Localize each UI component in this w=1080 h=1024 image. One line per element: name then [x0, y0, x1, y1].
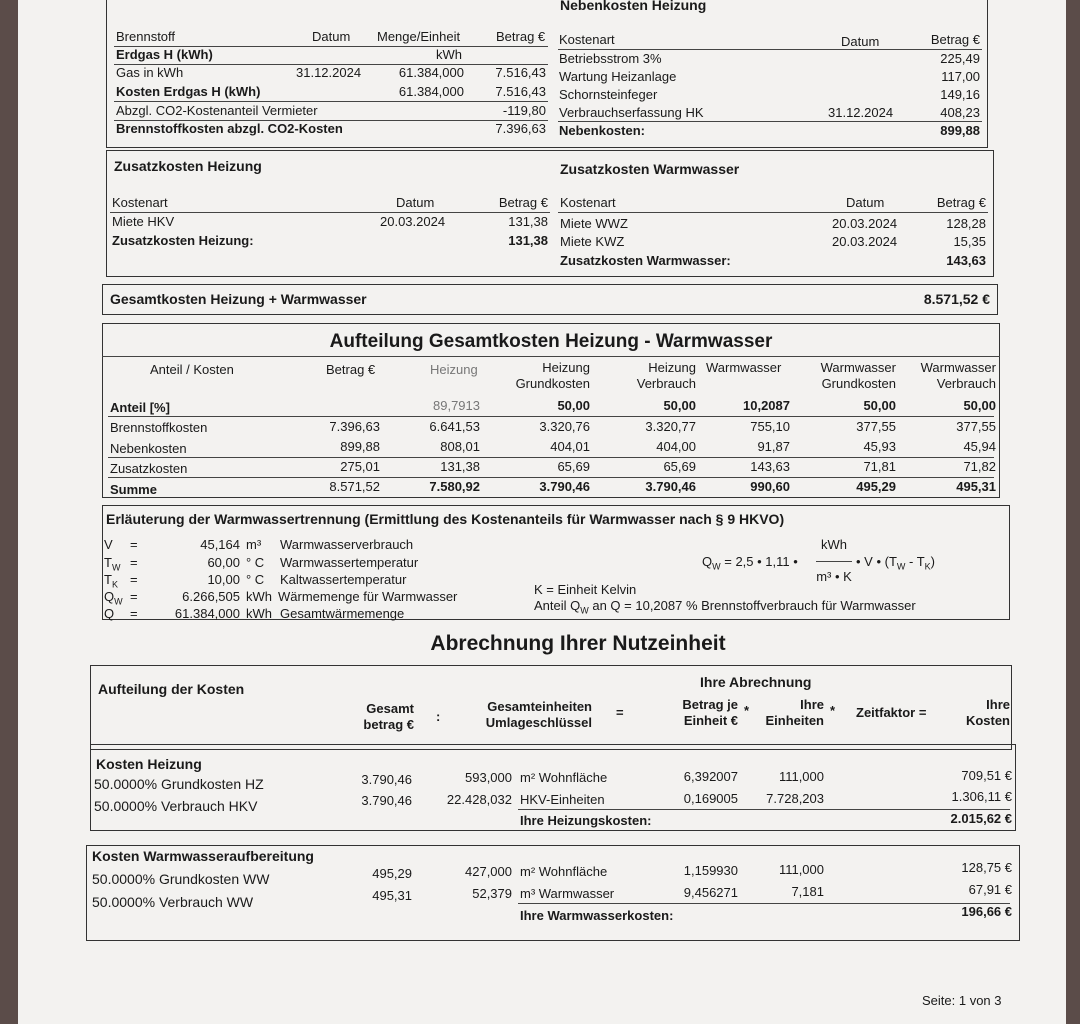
brennstoff-row-amount: 7.516,43	[495, 65, 546, 80]
nebenkosten-row-date: 31.12.2024	[828, 105, 894, 120]
brennstoff-header-datum: Datum	[312, 29, 351, 44]
aufteilung-cell: 377,55	[856, 419, 896, 434]
zusatz-heizung-title: Zusatzkosten Heizung	[114, 158, 262, 174]
nebenkosten-row-label: Wartung Heizanlage	[559, 69, 677, 84]
page-number: Seite: 1 von 3	[922, 993, 1002, 1008]
abrechnung-cell: 1.306,11 €	[951, 789, 1012, 804]
abrechnung-cell: 495,29	[372, 866, 412, 881]
nebenkosten-row-label: Betriebsstrom 3%	[559, 51, 662, 66]
aufteilung-cell: 71,81	[863, 459, 896, 474]
nebenkosten-header-betrag: Betrag €	[930, 32, 980, 47]
nebenkosten-row-amount: 149,16	[940, 87, 980, 102]
document-page: Nebenkosten Heizung Brennstoff Datum Menge/Einheit Betrag € Erdgas H (kWh) kWh Gas in kWh 31.12.2024 61.384,000 7.516,43 Kosten Erdgas H (kWh) 61.384,000 7.516,43 Abzgl. CO2-Kostenanteil Vermieter -119,80 Brennstoffkosten abzgl. CO2-Kosten 7.396,63 Kostenart Datum Betrag € Betriebsstrom 3% 225,49 Wartung Heizanlage 117,00 Schornsteinfeger 149,16 Verbrauchserfassung HK 31.12.2024 408,23 Nebenkosten: 899,88 Zusatzkosten Heizung Zusatzkosten Warmwasser Kostenart Datum Betrag € Miete HKV 20.03.2024 131,38 Zusatzkosten Heizung: 131,38 Kostenart Datum Betrag € Miete WWZ 20.03.2024 128,28 Miete KWZ 20.03.2024 15,35 Zusatzkosten Warmwasser: 143,63 Gesamtkosten Heizung + Warmwasser 8.571,52 € Aufteilung Gesamtkosten Heizung - Warmwasser Anteil / Kosten Betrag € Heizung Heizung Grundkosten Heizung Verbrauch Warmwasser Warmwasser Grundkosten Warmwasser Verbrauch Anteil [%] 89,7913 50,00 50,00 10,2087 50,00 50,00 Brennstoffkosten 7.396,63 6.641,53 3.320,76 3.320,77 755,10 377,55 377,55 Nebenkosten 899,88 808,01 404,01 404,00 91,87 45,93 45,94 Zusatzkosten 275,01 131,38 65,69 65,69 143,63 71,81 71,82 Summe 8.571,52 7.580,92 3.790,46 3.790,46 990,60 495,29 495,31 Erläuterung der Warmwassertrennung (Ermittlung des Kostenanteils für Warmwasser nach § 9 HKVO) V = 45,164 m³ Warmwasserverbrauch $T_W$ = 60,00 ° C Warmwassertemperatur $T_K$ = 10,00 ° C Kaltwassertemperatur $Q_W$ = 6.266,505 kWh Wärmemenge für Warmwasser Q = 61.384,000 kWh Gesamtwärmemenge $Q_W = 2,5$ • 1,11 • kWh m³ • K • V • $(T_W - T_K)$ K = Einheit Kelvin Anteil $Q_W$ an Q = 10,2087 % Brennstoffverbrauch für Warmwasser Abrechnung Ihrer Nutzeinheit Aufteilung der Kosten Ihre Abrechnung Gesamt betrag € : Gesamteinheiten Umlageschlüssel = Betrag je Einheit € * Ihre Einheiten * Zeitfaktor = Ihre Kosten Kosten Heizung 50.0000% Grundkosten HZ 3.790,46 593,000 m² Wohnfläche 6,392007 111,000 709,51 € 50.0000% Verbrauch HKV 3.790,46 22.428,032 HKV-Einheiten 0,169005 7.728,203 1.306,11 € Ihre Heizungskosten: 2.015,62 € Kosten Warmwasseraufbereitung 50.0000% Grundkosten WW 495,29 427,000 m² Wohnfläche 1,159930 111,000 128,75 € 50.0000% Verbrauch WW 495,31 52,379 m³ Warmwasser 9,456271 7,181 67,91 € Ihre Warmwasserkosten: 196,66 € Seite: 1 von 3	[18, 0, 1066, 1024]
brennstoff-row-label: Kosten Erdgas H (kWh)	[116, 84, 261, 99]
zusatz-heizung-header-betrag: Betrag €	[498, 195, 548, 210]
header-ihre-kosten: Ihre Kosten	[965, 697, 1010, 728]
nebenkosten-header-datum: Datum	[841, 34, 880, 49]
abrechnung-cell: 22.428,032	[446, 792, 512, 807]
abrechnung-cell: 111,000	[778, 862, 824, 877]
anteil-note: Anteil $Q_W$ an Q = 10,2087 % Brennstoffverbrauch für Warmwasser	[534, 598, 916, 616]
zusatz-ww-header-betrag: Betrag €	[936, 195, 986, 210]
kosten-heizung-title: Kosten Heizung	[96, 756, 202, 772]
header-ihre-einheiten: Ihre Einheiten	[765, 697, 824, 728]
heizungskosten-total: 2.015,62 €	[950, 811, 1012, 826]
aufteilung-cell: 143,63	[750, 459, 790, 474]
abrechnung-row-label: 50.0000% Verbrauch WW	[92, 894, 254, 910]
zusatz-ww-row-amount: 128,28	[946, 216, 986, 231]
header-betrag-je: Betrag je Einheit €	[682, 697, 738, 728]
abrechnung-title: Abrechnung Ihrer Nutzeinheit	[430, 632, 726, 655]
zusatz-ww-row-label: Miete KWZ	[560, 234, 625, 249]
aufteilung-title: Aufteilung Gesamtkosten Heizung - Warmwasser	[329, 331, 773, 352]
brennstoff-total-label: Brennstoffkosten abzgl. CO2-Kosten	[116, 121, 343, 136]
zusatz-ww-title: Zusatzkosten Warmwasser	[560, 161, 740, 177]
nebenkosten-total-label: Nebenkosten:	[559, 123, 645, 138]
abrechnung-cell: 9,456271	[683, 885, 738, 900]
abrechnung-cell: 6,392007	[683, 769, 738, 784]
brennstoff-row-date: 31.12.2024	[296, 65, 362, 80]
zusatz-heizung-row-amount: 131,38	[508, 214, 548, 229]
aufteilung-cell: 50,00	[663, 398, 696, 413]
aufteilung-header-betrag: Betrag €	[326, 362, 376, 377]
aufteilung-row-label: Zusatzkosten	[110, 461, 188, 476]
abrechnung-cell: 427,000	[465, 864, 512, 879]
aufteilung-header-wverb: Warmwasser Verbrauch	[920, 360, 996, 391]
header-star: *	[744, 703, 750, 718]
zusatz-heizung-row-label: Miete HKV	[112, 214, 175, 229]
abrechnung-cell: 111,000	[778, 769, 824, 784]
brennstoff-row-qty: 61.384,000	[398, 65, 464, 80]
abrechnung-cell: 3.790,46	[361, 793, 412, 808]
aufteilung-cell: 808,01	[440, 439, 480, 454]
abrechnung-row-label: 50.0000% Grundkosten HZ	[94, 776, 264, 792]
kelvin-note: K = Einheit Kelvin	[534, 582, 637, 597]
abrechnung-cell: 128,75 €	[961, 860, 1012, 875]
heizungskosten-label: Ihre Heizungskosten:	[520, 813, 652, 828]
kosten-warmwasser-title: Kosten Warmwasseraufbereitung	[92, 848, 314, 864]
brennstoff-unit: kWh	[436, 47, 462, 62]
brennstoff-header: Brennstoff	[116, 29, 176, 44]
nebenkosten-row-amount: 225,49	[940, 51, 980, 66]
zusatz-ww-row-date: 20.03.2024	[832, 234, 898, 249]
aufteilung-cell: 377,55	[956, 419, 996, 434]
aufteilung-cell: 91,87	[757, 439, 790, 454]
aufteilung-header-heizung: Heizung	[430, 362, 478, 377]
warmwasserkosten-label: Ihre Warmwasserkosten:	[520, 908, 674, 923]
abrechnung-cell: m² Wohnfläche	[520, 770, 608, 785]
header-zeitfaktor: Zeitfaktor =	[856, 705, 927, 720]
aufteilung-row-label: Summe	[110, 482, 157, 497]
aufteilung-cell: 404,01	[550, 439, 590, 454]
header-gesamtbetrag: Gesamt betrag €	[363, 701, 414, 732]
abrechnung-cell: 0,169005	[683, 791, 738, 806]
brennstoff-header-betrag: Betrag €	[496, 29, 546, 44]
aufteilung-cell: 50,00	[963, 398, 996, 413]
abrechnung-cell: 67,91 €	[968, 882, 1012, 897]
aufteilung-row-label: Anteil [%]	[110, 400, 170, 415]
aufteilung-cell: 7.580,92	[429, 479, 480, 494]
abrechnung-cell: m² Wohnfläche	[520, 864, 608, 879]
aufteilung-cell: 50,00	[557, 398, 590, 413]
aufteilung-cell: 3.790,46	[539, 479, 590, 494]
aufteilung-cell: 3.790,46	[645, 479, 696, 494]
warmwasserkosten-total: 196,66 €	[961, 904, 1012, 919]
zusatz-ww-total-label: Zusatzkosten Warmwasser:	[560, 253, 731, 268]
gesamtkosten-label: Gesamtkosten Heizung + Warmwasser	[110, 291, 367, 307]
aufteilung-row-label: Brennstoffkosten	[110, 420, 208, 435]
brennstoff-unit-label: Erdgas H (kWh)	[116, 47, 213, 62]
aufteilung-cell: 10,2087	[743, 398, 790, 413]
zusatz-ww-row-date: 20.03.2024	[832, 216, 898, 231]
aufteilung-cell: 8.571,52	[329, 479, 380, 494]
abrechnung-cell: 3.790,46	[361, 772, 412, 787]
aufteilung-header-ww: Warmwasser	[706, 360, 782, 375]
zusatz-heizung-header-datum: Datum	[396, 195, 435, 210]
aufteilung-cell: 71,82	[963, 459, 996, 474]
zusatz-heizung-total-amount: 131,38	[508, 233, 548, 248]
aufteilung-cell: 45,93	[863, 439, 896, 454]
aufteilung-header-hgrund: Heizung Grundkosten	[515, 360, 590, 391]
header-aufteilung: Aufteilung der Kosten	[98, 681, 245, 697]
nebenkosten-title: Nebenkosten Heizung	[560, 0, 707, 13]
aufteilung-cell: 275,01	[340, 459, 380, 474]
header-equals: =	[616, 705, 624, 720]
zusatz-heizung-header-kostenart: Kostenart	[112, 195, 168, 210]
brennstoff-row-label: Abzgl. CO2-Kostenanteil Vermieter	[116, 103, 318, 118]
brennstoff-row-amount: 7.516,43	[495, 84, 546, 99]
abrechnung-cell: 593,000	[465, 770, 512, 785]
header-ihre-abrechnung: Ihre Abrechnung	[700, 674, 812, 690]
header-star: *	[830, 703, 836, 718]
nebenkosten-row-label: Schornsteinfeger	[559, 87, 658, 102]
abrechnung-row-label: 50.0000% Grundkosten WW	[92, 871, 270, 887]
abrechnung-cell: 709,51 €	[961, 768, 1012, 783]
abrechnung-cell: HKV-Einheiten	[520, 792, 605, 807]
aufteilung-cell: 495,31	[956, 479, 996, 494]
aufteilung-cell: 3.320,77	[645, 419, 696, 434]
abrechnung-cell: 1,159930	[683, 863, 738, 878]
zusatz-ww-header-kostenart: Kostenart	[560, 195, 616, 210]
abrechnung-cell: m³ Warmwasser	[520, 886, 615, 901]
zusatz-heizung-total-label: Zusatzkosten Heizung:	[112, 233, 254, 248]
zusatz-ww-header-datum: Datum	[846, 195, 885, 210]
aufteilung-cell: 899,88	[340, 439, 380, 454]
aufteilung-cell: 50,00	[863, 398, 896, 413]
erlaeuterung-title: Erläuterung der Warmwassertrennung (Ermittlung des Kostenanteils für Warmwasser nach § 9 HKVO)	[106, 511, 785, 527]
aufteilung-cell: 990,60	[750, 479, 790, 494]
aufteilung-header-hverb: Heizung Verbrauch	[636, 360, 696, 391]
aufteilung-cell: 65,69	[663, 459, 696, 474]
aufteilung-cell: 45,94	[963, 439, 996, 454]
zusatz-ww-total-amount: 143,63	[946, 253, 986, 268]
aufteilung-cell: 89,7913	[433, 398, 480, 413]
brennstoff-total-amount: 7.396,63	[495, 121, 546, 136]
nebenkosten-row-label: Verbrauchserfassung HK	[559, 105, 704, 120]
nebenkosten-row-amount: 408,23	[940, 105, 980, 120]
aufteilung-header-wgrund: Warmwasser Grundkosten	[820, 360, 896, 391]
abrechnung-cell: 7.728,203	[766, 791, 824, 806]
abrechnung-cell: 495,31	[372, 888, 412, 903]
aufteilung-cell: 755,10	[750, 419, 790, 434]
header-colon: :	[436, 709, 441, 724]
aufteilung-cell: 495,29	[856, 479, 896, 494]
aufteilung-cell: 7.396,63	[329, 419, 380, 434]
aufteilung-cell: 404,00	[656, 439, 696, 454]
nebenkosten-row-amount: 117,00	[941, 69, 980, 84]
gesamtkosten-amount: 8.571,52 €	[923, 291, 990, 307]
nebenkosten-header-kostenart: Kostenart	[559, 32, 615, 47]
abrechnung-cell: 7,181	[791, 884, 824, 899]
aufteilung-row-label: Nebenkosten	[110, 441, 187, 456]
aufteilung-cell: 6.641,53	[429, 419, 480, 434]
brennstoff-row-label: Gas in kWh	[116, 65, 184, 80]
abrechnung-cell: 52,379	[472, 886, 512, 901]
abrechnung-row-label: 50.0000% Verbrauch HKV	[94, 798, 258, 814]
brennstoff-row-amount: -119,80	[502, 103, 546, 118]
zusatz-ww-row-amount: 15,35	[953, 234, 986, 249]
aufteilung-header-anteil: Anteil / Kosten	[150, 362, 234, 377]
aufteilung-cell: 65,69	[557, 459, 590, 474]
aufteilung-cell: 3.320,76	[539, 419, 590, 434]
zusatz-heizung-row-date: 20.03.2024	[380, 214, 446, 229]
header-gesamteinheiten: Gesamteinheiten Umlageschlüssel	[485, 699, 592, 730]
brennstoff-row-qty: 61.384,000	[398, 84, 464, 99]
brennstoff-header-menge: Menge/Einheit	[377, 29, 461, 44]
aufteilung-cell: 131,38	[440, 459, 480, 474]
zusatz-ww-row-label: Miete WWZ	[560, 216, 628, 231]
nebenkosten-total-amount: 899,88	[940, 123, 980, 138]
